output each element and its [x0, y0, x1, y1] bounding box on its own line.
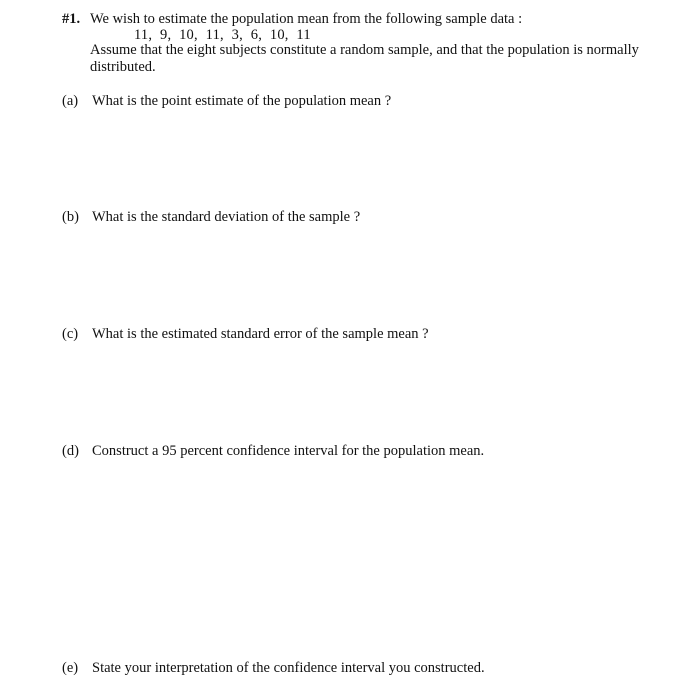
question-label: (c) — [62, 326, 79, 342]
question-text: Construct a 95 percent confidence interval for the population mean. — [92, 443, 485, 459]
question-label: (e) — [62, 660, 79, 676]
question-b — [62, 209, 360, 226]
question-text: What is the estimated standard error of the sample mean ? — [92, 326, 429, 342]
problem-intro: We wish to estimate the population mean from the following sample data : — [90, 11, 523, 27]
question-text: What is the standard deviation of the sample ? — [92, 209, 361, 225]
problem-header — [62, 11, 522, 28]
question-text: State your interpretation of the confidence interval you constructed. — [92, 660, 485, 676]
assumption-line-2: distributed. — [90, 59, 156, 75]
question-c — [62, 326, 429, 343]
question-label: (d) — [62, 443, 79, 459]
question-e — [62, 660, 485, 677]
problem-number: #1. — [62, 11, 81, 27]
assumption-text — [90, 42, 680, 76]
question-label: (b) — [62, 209, 79, 225]
question-d — [62, 443, 484, 460]
question-text: What is the point estimate of the population mean ? — [92, 93, 392, 109]
question-a — [62, 93, 391, 110]
question-label: (a) — [62, 93, 79, 109]
sample-data: 11, 9, 10, 11, 3, 6, 10, 11 — [134, 27, 311, 43]
assumption-line-1: Assume that the eight subjects constitute a random sample, and that the population is normally — [90, 42, 639, 58]
